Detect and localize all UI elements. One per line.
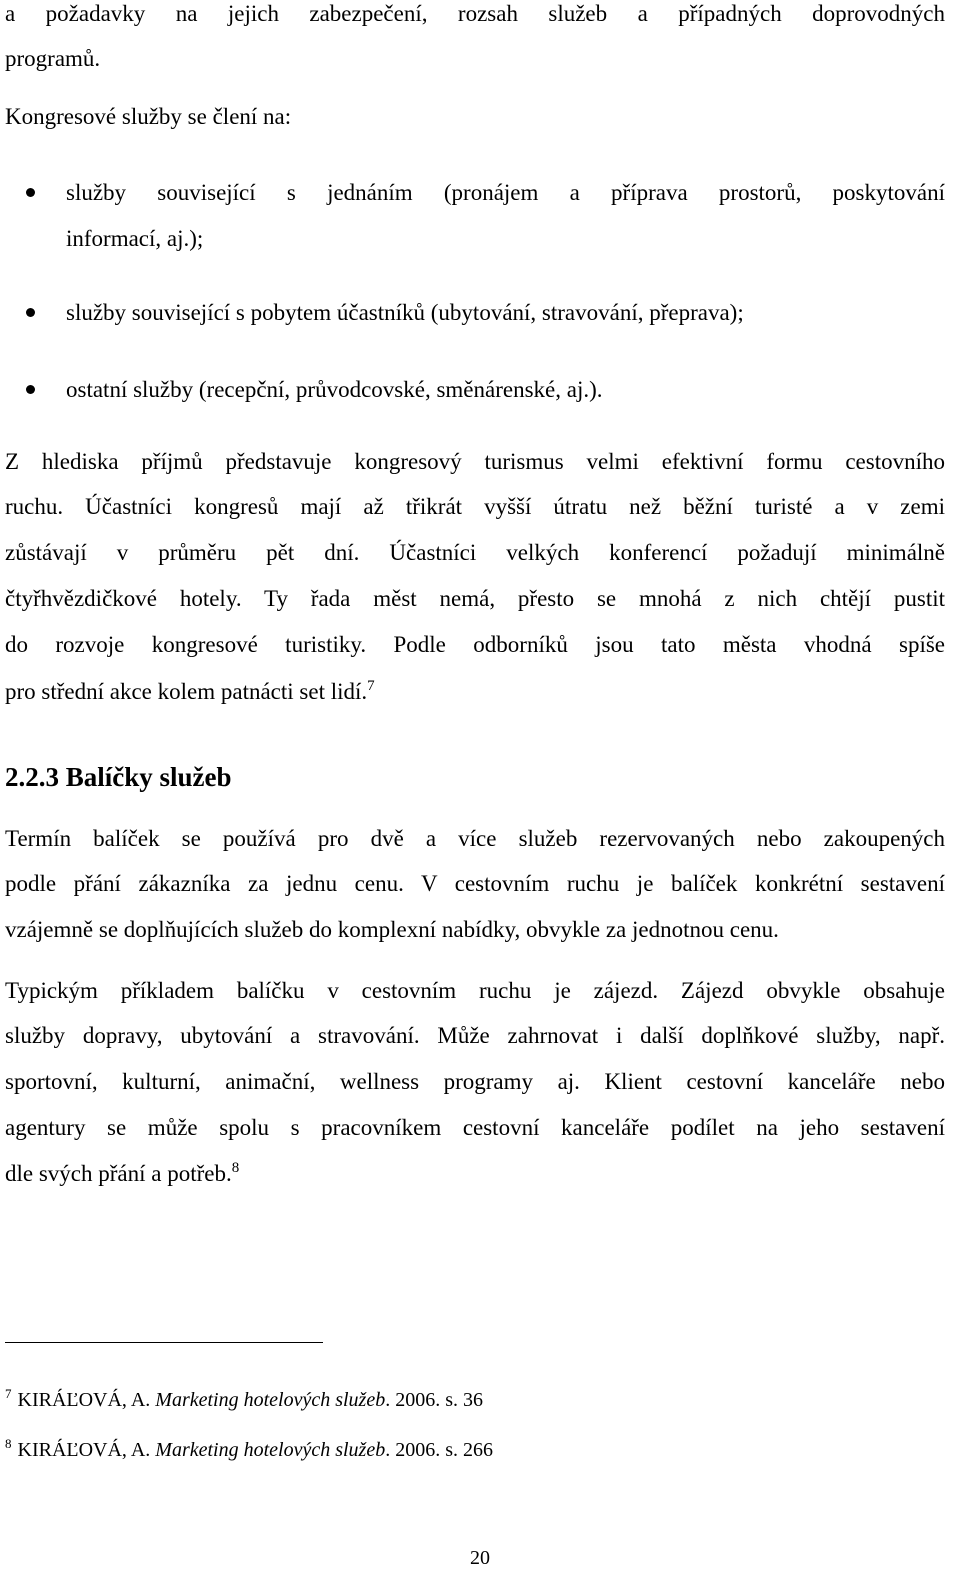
footnote-details: . 2006. s. 266 <box>385 1439 494 1461</box>
list-item: služby související s pobytem účastníků (ubytování, stravování, přeprava); <box>66 300 744 325</box>
paragraph-line <box>5 680 945 703</box>
paragraph-line: agentury se může spolu s pracovníkem cestovní kanceláře podílet na jeho sestavení <box>5 1115 945 1140</box>
body-line: a požadavky na jejich zabezpečení, rozsah služeb a případných doprovodných <box>5 1 945 26</box>
bullet-dot <box>26 308 35 317</box>
footnote-details: . 2006. s. 36 <box>385 1389 484 1411</box>
body-line: Kongresové služby se člení na: <box>5 104 292 129</box>
footnote <box>5 1437 493 1460</box>
footnote-separator <box>5 1342 323 1343</box>
paragraph-line: do rozvoje kongresové turistiky. Podle odborníků jsou tato města vhodná spíše <box>5 632 945 657</box>
paragraph-line: služby dopravy, ubytování a stravování. Může zahrnovat i další doplňkové služby, např. <box>5 1023 945 1048</box>
paragraph-line: podle přání zákazníka za jednu cenu. V cestovním ruchu je balíček konkrétní sestavení <box>5 871 945 896</box>
footnote <box>5 1387 483 1410</box>
footnote-title: Marketing hotelových služeb <box>155 1389 386 1411</box>
paragraph-line <box>5 1162 945 1185</box>
footnote-author: KIRÁĽOVÁ, A. <box>17 1389 151 1411</box>
paragraph-line: Typickým příkladem balíčku v cestovním ruchu je zájezd. Zájezd obvykle obsahuje <box>5 978 945 1003</box>
paragraph-line: vzájemně se doplňujících služeb do komplexní nabídky, obvykle za jednotnou cenu. <box>5 917 779 942</box>
paragraph-line: zůstávají v průměru pět dní. Účastníci velkých konferencí požadují minimálně <box>5 540 945 565</box>
page-number: 20 <box>470 1547 490 1569</box>
paragraph-text: dle svých přání a potřeb. <box>5 1161 232 1186</box>
bullet-dot <box>26 188 35 197</box>
footnote-title: Marketing hotelových služeb <box>155 1439 386 1461</box>
footnote-reference[interactable]: 7 <box>367 678 375 694</box>
paragraph-line: čtyřhvězdičkové hotely. Ty řada měst nemá, přesto se mnohá z nich chtějí pustit <box>5 586 945 611</box>
footnote-number: 8 <box>5 1436 12 1451</box>
list-item: služby související s jednáním (pronájem a příprava prostorů, poskytování <box>66 180 945 205</box>
paragraph-line: Z hlediska příjmů představuje kongresový turismus velmi efektivní formu cestovního <box>5 449 945 474</box>
paragraph-text: pro střední akce kolem patnácti set lidí. <box>5 679 368 704</box>
list-item: ostatní služby (recepční, průvodcovské, směnárenské, aj.). <box>66 377 603 402</box>
list-item-continuation: informací, aj.); <box>66 226 204 251</box>
footnote-number: 7 <box>5 1386 12 1401</box>
footnote-author: KIRÁĽOVÁ, A. <box>17 1439 151 1461</box>
footnote-reference[interactable]: 8 <box>231 1160 240 1176</box>
body-line: programů. <box>5 46 101 71</box>
paragraph-line: ruchu. Účastníci kongresů mají až třikrát vyšší útratu než běžní turisté a v zemi <box>5 494 945 519</box>
paragraph-line: Termín balíček se používá pro dvě a více služeb rezervovaných nebo zakoupených <box>5 826 945 851</box>
paragraph-line: sportovní, kulturní, animační, wellness programy aj. Klient cestovní kanceláře nebo <box>5 1069 945 1094</box>
section-heading: 2.2.3 Balíčky služeb <box>5 762 232 792</box>
bullet-dot <box>26 385 35 394</box>
